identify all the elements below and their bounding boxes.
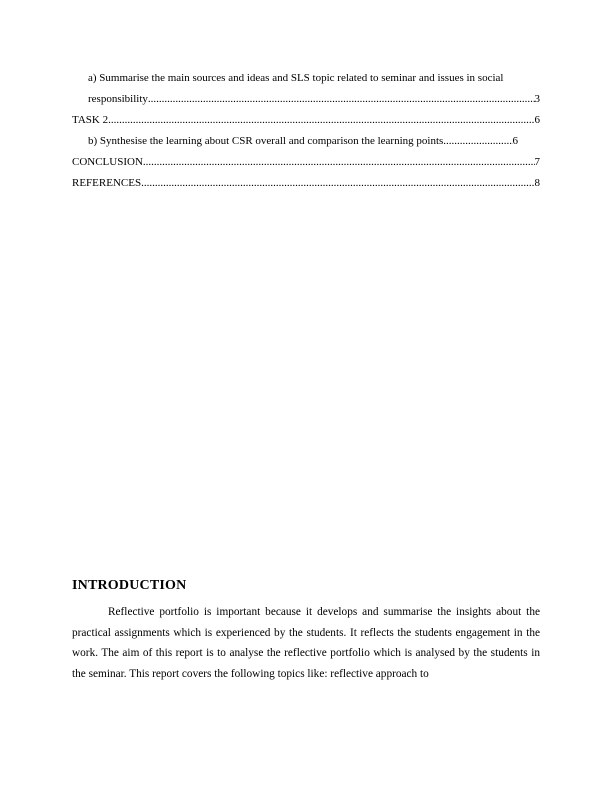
toc-leader-dots [141,173,534,194]
section-heading: INTRODUCTION [72,578,187,593]
toc-entry-label: REFERENCES [72,177,142,189]
introduction-section [72,578,540,684]
toc-entry-task1a[interactable] [72,68,540,110]
toc-entry-references[interactable] [72,173,540,194]
toc-leader-dots [108,110,534,131]
body-paragraph: Reflective portfolio is important because it develops and summarise the insights about the practical assignments which is experienced by the students. It reflects the students engagement in the work. The aim of this report is to analyse the reflective portfolio which is analysed by the students in the seminar. This report covers the following topics like: reflective approach to [72,606,540,680]
toc-entry-label-line1: a) Summarise the main sources and ideas and SLS topic related to seminar and issues in social [88,72,504,84]
toc-leader-dots [443,131,512,152]
toc-page-number: 6 [534,114,540,126]
toc-page-number: 6 [512,135,518,147]
toc-entry-label: b) Synthesise the learning about CSR overall and comparison the learning points [88,135,444,147]
toc-page-number: 7 [534,156,540,168]
table-of-contents [72,68,540,194]
toc-entry-label: TASK 2 [72,114,109,126]
toc-entry-task2[interactable] [72,110,540,131]
toc-entry-conclusion[interactable] [72,152,540,173]
toc-page-number: 3 [534,93,540,105]
toc-entry-task2b[interactable] [72,131,540,152]
toc-entry-label: CONCLUSION [72,156,143,168]
toc-page-number: 8 [534,177,540,189]
toc-leader-dots [143,152,535,173]
toc-leader-dots [148,89,535,110]
toc-entry-label-line2: responsibility [88,93,148,105]
